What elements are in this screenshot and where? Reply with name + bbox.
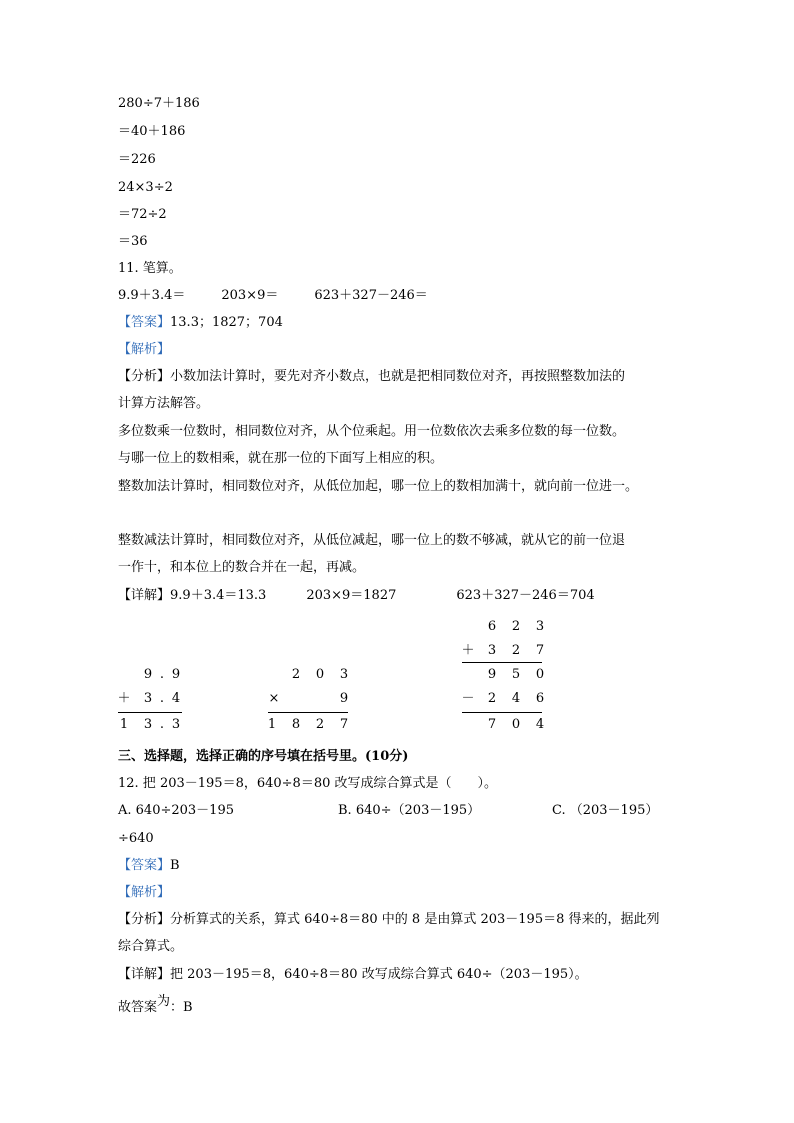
detail-result-1: 9.9＋3.4＝13.3 — [170, 588, 267, 603]
digit: 5 — [511, 667, 521, 682]
problem-1: 9.9＋3.4＝ — [118, 288, 186, 303]
detail-result-2: 203×9＝1827 — [306, 588, 397, 603]
digit: 8 — [291, 717, 301, 732]
problem-2: 203×9＝ — [221, 288, 279, 303]
detail-line — [118, 587, 595, 605]
fenxi-line — [118, 368, 625, 386]
plus-sign: ＋ — [461, 643, 475, 658]
calc-line: ＝40＋186 — [118, 124, 186, 139]
digit: 2 — [291, 667, 301, 682]
digit: 4 — [171, 691, 181, 706]
problem-3: 623＋327－246＝ — [314, 288, 428, 303]
calc-line: 24×3÷2 — [118, 180, 173, 195]
digit: 2 — [315, 717, 325, 732]
decimal-point: . — [159, 667, 165, 682]
digit: 7 — [487, 717, 497, 732]
section-heading: 三、选择题，选择正确的序号填在括号里。(10分) — [118, 749, 409, 764]
digit: 1 — [267, 717, 277, 732]
difference-line — [462, 712, 542, 713]
calc-line: 280÷7＋186 — [118, 96, 200, 111]
digit: 3 — [143, 717, 153, 732]
option-c: C. （203－195） — [552, 803, 659, 818]
digit: 0 — [511, 717, 521, 732]
detail-result-3: 623＋327－246＝704 — [456, 588, 595, 603]
option-a: A. 640÷203－195 — [118, 803, 234, 818]
fenxi-tag: 【分析】 — [118, 369, 171, 384]
digit: 9 — [487, 667, 497, 682]
digit: 1 — [119, 717, 129, 732]
digit: 3 — [535, 619, 545, 634]
fenxi-line — [118, 911, 660, 929]
explain-line: 与哪一位上的数相乘，就在那一位的下面写上相应的积。 — [118, 451, 444, 466]
digit: 3 — [339, 667, 349, 682]
answer-text: 13.3；1827；704 — [170, 315, 283, 330]
digit: 9 — [143, 667, 153, 682]
explain-line: 多位数乘一位数时，相同数位对齐，从个位乘起。用一位数依次去乘多位数的每一位数。 — [118, 424, 626, 439]
sum-line — [118, 712, 182, 713]
digit: 6 — [535, 691, 545, 706]
plus-sign: ＋ — [117, 691, 131, 706]
digit: 3 — [487, 643, 497, 658]
digit: 4 — [535, 717, 545, 732]
digit: 0 — [315, 667, 325, 682]
detail-tag: 【详解】 — [118, 967, 171, 982]
fenxi-line-2: 计算方法解答。 — [118, 396, 210, 411]
digit: 4 — [511, 691, 521, 706]
product-line — [268, 712, 348, 713]
detail-tag: 【详解】 — [118, 588, 171, 603]
answer-line — [118, 314, 283, 332]
detail-line — [118, 966, 588, 984]
sum-line — [462, 662, 542, 663]
fenxi-tag: 【分析】 — [118, 912, 171, 927]
fenxi-line-2: 综合算式。 — [118, 939, 184, 954]
final-sup: 为 — [157, 994, 171, 1009]
question-11-problems — [118, 287, 428, 305]
digit: 0 — [535, 667, 545, 682]
digit: 2 — [511, 619, 521, 634]
digit: 7 — [535, 643, 545, 658]
decimal-point: . — [159, 717, 165, 732]
times-sign: × — [268, 691, 280, 706]
digit: 3 — [171, 717, 181, 732]
explain-line: 整数减法计算时，相同数位对齐，从低位减起，哪一位上的数不够减，就从它的前一位退 — [118, 533, 626, 548]
digit: 9 — [339, 691, 349, 706]
answer-text: B — [170, 858, 180, 873]
minus-sign: － — [461, 691, 475, 706]
final-pre: 故答案 — [118, 1000, 158, 1015]
fenxi-text: 分析算式的关系，算式 640÷8＝80 中的 8 是由算式 203－195＝8 得来的，据此列 — [170, 912, 660, 927]
final-answer — [118, 994, 193, 1017]
calc-line: ＝72÷2 — [118, 207, 167, 222]
answer-tag: 【答案】 — [118, 315, 171, 330]
option-b: B. 640÷（203－195） — [338, 803, 481, 818]
digit: 9 — [171, 667, 181, 682]
analysis-tag: 【解析】 — [118, 885, 171, 900]
digit: 7 — [339, 717, 349, 732]
digit: 2 — [511, 643, 521, 658]
explain-line: 整数加法计算时，相同数位对齐，从低位加起，哪一位上的数相加满十，就向前一位进一。 — [118, 479, 639, 494]
explain-line: 一作十，和本位上的数合并在一起，再减。 — [118, 560, 366, 575]
fenxi-text: 小数加法计算时，要先对齐小数点，也就是把相同数位对齐，再按照整数加法的 — [170, 369, 626, 384]
digit: 3 — [143, 691, 153, 706]
decimal-point: . — [159, 691, 165, 706]
detail-text: 把 203－195＝8，640÷8＝80 改写成综合算式 640÷（203－195）。 — [170, 967, 588, 982]
answer-tag: 【答案】 — [118, 858, 171, 873]
option-c-continued: ÷640 — [118, 831, 154, 846]
question-12-stem: 12. 把 203－195＝8，640÷8＝80 改写成综合算式是（ ）。 — [118, 776, 497, 791]
calc-line: ＝36 — [118, 234, 148, 249]
digit: 2 — [487, 691, 497, 706]
answer-line — [118, 857, 180, 875]
digit: 6 — [487, 619, 497, 634]
question-11-title: 11. 笔算。 — [118, 261, 182, 276]
analysis-tag: 【解析】 — [118, 342, 171, 357]
final-post: ：B — [170, 1000, 193, 1015]
calc-line: ＝226 — [118, 152, 156, 167]
